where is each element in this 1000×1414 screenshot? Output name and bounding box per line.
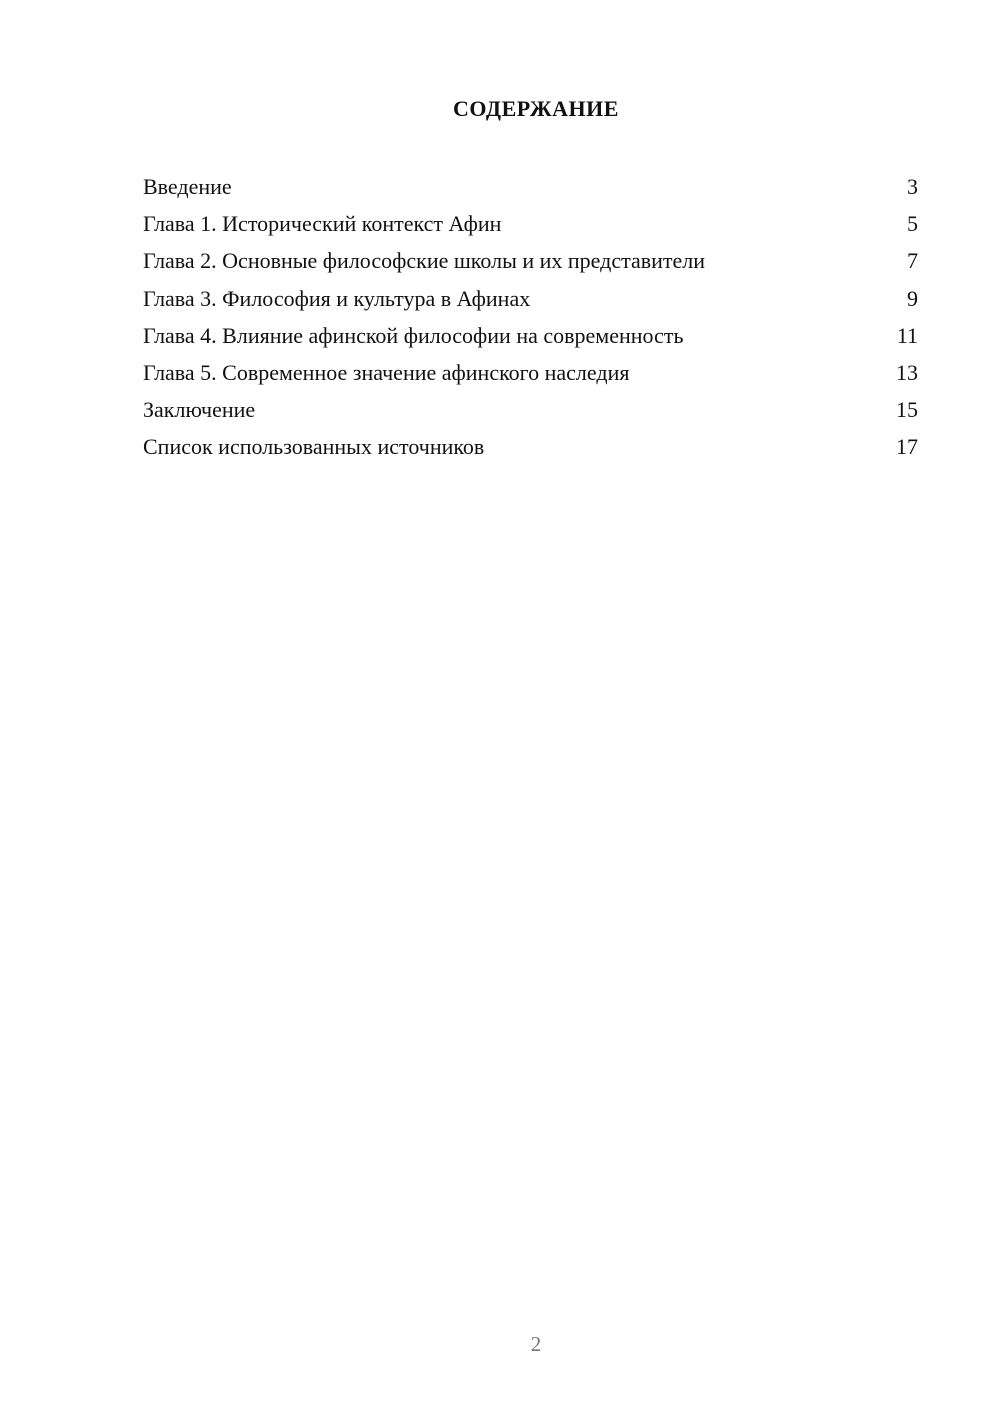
toc-entry-page: 3 bbox=[907, 174, 918, 199]
toc-entry-label: Введение bbox=[143, 174, 232, 199]
toc-entry-chapter-1[interactable] bbox=[143, 205, 918, 242]
toc-entry-introduction[interactable] bbox=[143, 168, 918, 205]
toc-entry-chapter-2[interactable] bbox=[143, 242, 918, 279]
page-title: СОДЕРЖАНИЕ bbox=[453, 96, 619, 121]
toc-entry-page: 9 bbox=[907, 285, 918, 311]
toc-entry-label: Глава 2. Основные философские школы и их представители bbox=[143, 248, 706, 274]
table-of-contents bbox=[143, 168, 918, 466]
toc-entry-page: 11 bbox=[896, 322, 918, 348]
toc-entry-label: Глава 3. Философия и культура в Афинах bbox=[143, 285, 531, 311]
page-number: 2 bbox=[530, 1332, 542, 1356]
toc-entry-conclusion[interactable] bbox=[143, 391, 918, 428]
toc-entry-label: Глава 4. Влияние афинской философии на современность bbox=[143, 322, 684, 348]
toc-entry-chapter-4[interactable] bbox=[143, 317, 918, 354]
toc-entry-page: 5 bbox=[907, 211, 918, 237]
toc-entry-label: Заключение bbox=[143, 397, 256, 423]
toc-entry-page: 7 bbox=[907, 248, 918, 274]
toc-entry-chapter-5[interactable] bbox=[143, 354, 918, 391]
toc-entry-label: Список использованных источников bbox=[143, 434, 485, 460]
toc-entry-label: Глава 1. Исторический контекст Афин bbox=[143, 211, 502, 237]
toc-entry-label: Глава 5. Современное значение афинского наследия bbox=[143, 359, 630, 385]
toc-entry-page: 13 bbox=[896, 359, 918, 385]
toc-entry-page: 17 bbox=[896, 434, 918, 460]
toc-entry-references[interactable] bbox=[143, 428, 918, 465]
toc-entry-page: 15 bbox=[896, 397, 918, 423]
toc-entry-chapter-3[interactable] bbox=[143, 280, 918, 317]
